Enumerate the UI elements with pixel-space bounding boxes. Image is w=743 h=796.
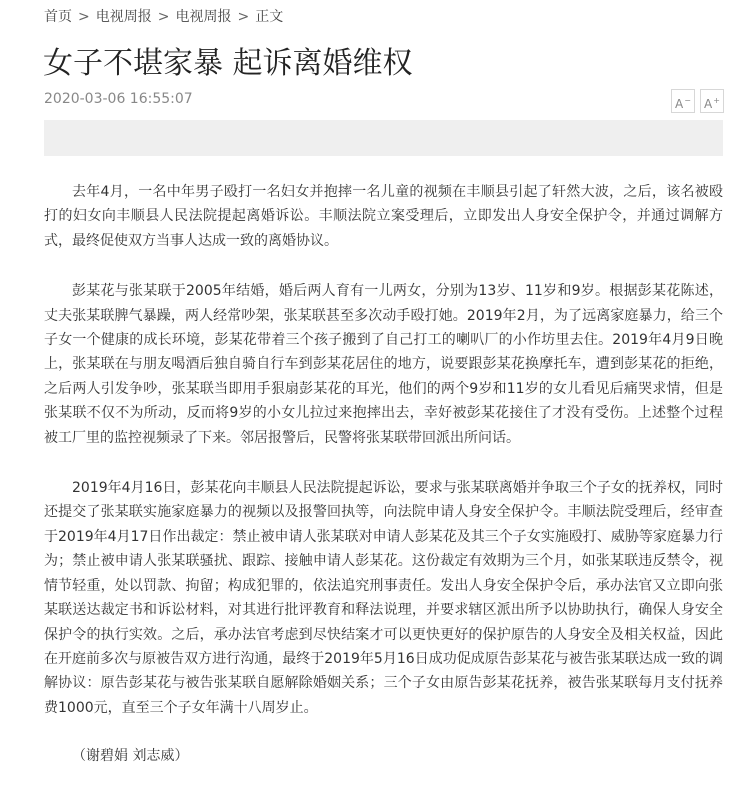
breadcrumb-separator: > <box>237 9 250 25</box>
article-datetime: 2020-03-06 16:55:07 <box>44 91 193 107</box>
font-decrease-label: A <box>675 97 684 111</box>
article-author: （谢碧娟 刘志威） <box>72 748 189 765</box>
breadcrumb-section-link[interactable]: 电视周报 <box>95 9 152 25</box>
font-increase-button[interactable] <box>700 89 724 113</box>
ad-banner-placeholder <box>44 120 723 156</box>
breadcrumb-separator: > <box>78 9 90 25</box>
article-body <box>44 180 723 795</box>
breadcrumb <box>44 6 283 26</box>
font-decrease-button[interactable] <box>671 89 695 113</box>
article-paragraph: 2019年4月16日，彭某花向丰顺县人民法院提起诉讼，要求与张某联离婚并争取三个子女的抚养权，同时还提交了张某联实施家庭暴力的视频以及报警回执等，向法院申请人身安全保护令。丰顺法院受理后，经审查于2019年4月17日作出裁定：禁止被申请人张某联对申请人彭某花及其三个子女实施殴打、威胁等家庭暴力行为；禁止被申请人张某联骚扰、跟踪、接触申请人彭某花。这份裁定有效期为三个月，如张某联违反禁令，视情节轻重，处以罚款、拘留；构成犯罪的，依法追究刑事责任。发出人身安全保护令后，承办法官又立即向张某联送达裁定书和诉讼材料，对其进行批评教育和释法说理，并要求辖区派出所予以协助执行，确保人身安全保护令的执行实效。之后，承办法官考虑到尽快结案才可以更快更好的保护原告的人身安全及相关权益，因此在开庭前多次与原被告双方进行沟通，最终于2019年5月16日成功促成原告彭某花与被告张某联达成一致的调解协议：原告彭某花与被告张某联自愿解除婚姻关系；三个子女由原告彭某花抚养，被告张某联每月支付抚养费1000元，直至三个子女年满十八周岁止。 <box>44 480 723 716</box>
breadcrumb-separator: > <box>157 9 170 25</box>
plus-icon: + <box>713 96 720 105</box>
breadcrumb-current: 正文 <box>255 9 284 25</box>
minus-icon: − <box>684 96 691 105</box>
font-increase-label: A <box>704 97 713 111</box>
breadcrumb-home-link[interactable]: 首页 <box>44 9 72 25</box>
article-title: 女子不堪家暴 起诉离婚维权 <box>43 46 413 81</box>
article-paragraph: 彭某花与张某联于2005年结婚，婚后两人育有一儿两女，分别为13岁、11岁和9岁。根据彭某花陈述，丈夫张某联脾气暴躁，两人经常吵架，张某联甚至多次动手殴打她。2019年2月，为了远离家庭暴力，给三个子女一个健康的成长环境，彭某花带着三个孩子搬到了自己打工的喇叭厂的小作坊里去住。2019年4月9日晚上，张某联在与朋友喝酒后独自骑自行车到彭某花居住的地方，说要跟彭某花换摩托车，遭到彭某花的拒绝，之后两人引发争吵，张某联当即用手狠扇彭某花的耳光，他们的两个9岁和11岁的女儿看见后痛哭求情，但是张某联不仅不为所动，反而将9岁的小女儿拉过来抱摔出去，幸好被彭某花接住了才没有受伤。上述整个过程被工厂里的监控视频录了下来。邻居报警后，民警将张某联带回派出所问话。 <box>44 283 723 446</box>
article-paragraph: 去年4月，一名中年男子殴打一名妇女并抱摔一名儿童的视频在丰顺县引起了轩然大波，之后，该名被殴打的妇女向丰顺县人民法院提起离婚诉讼。丰顺法院立案受理后，立即发出人身安全保护令，并通过调解方式，最终促使双方当事人达成一致的离婚协议。 <box>44 184 723 249</box>
breadcrumb-subsection-link[interactable]: 电视周报 <box>175 9 232 25</box>
